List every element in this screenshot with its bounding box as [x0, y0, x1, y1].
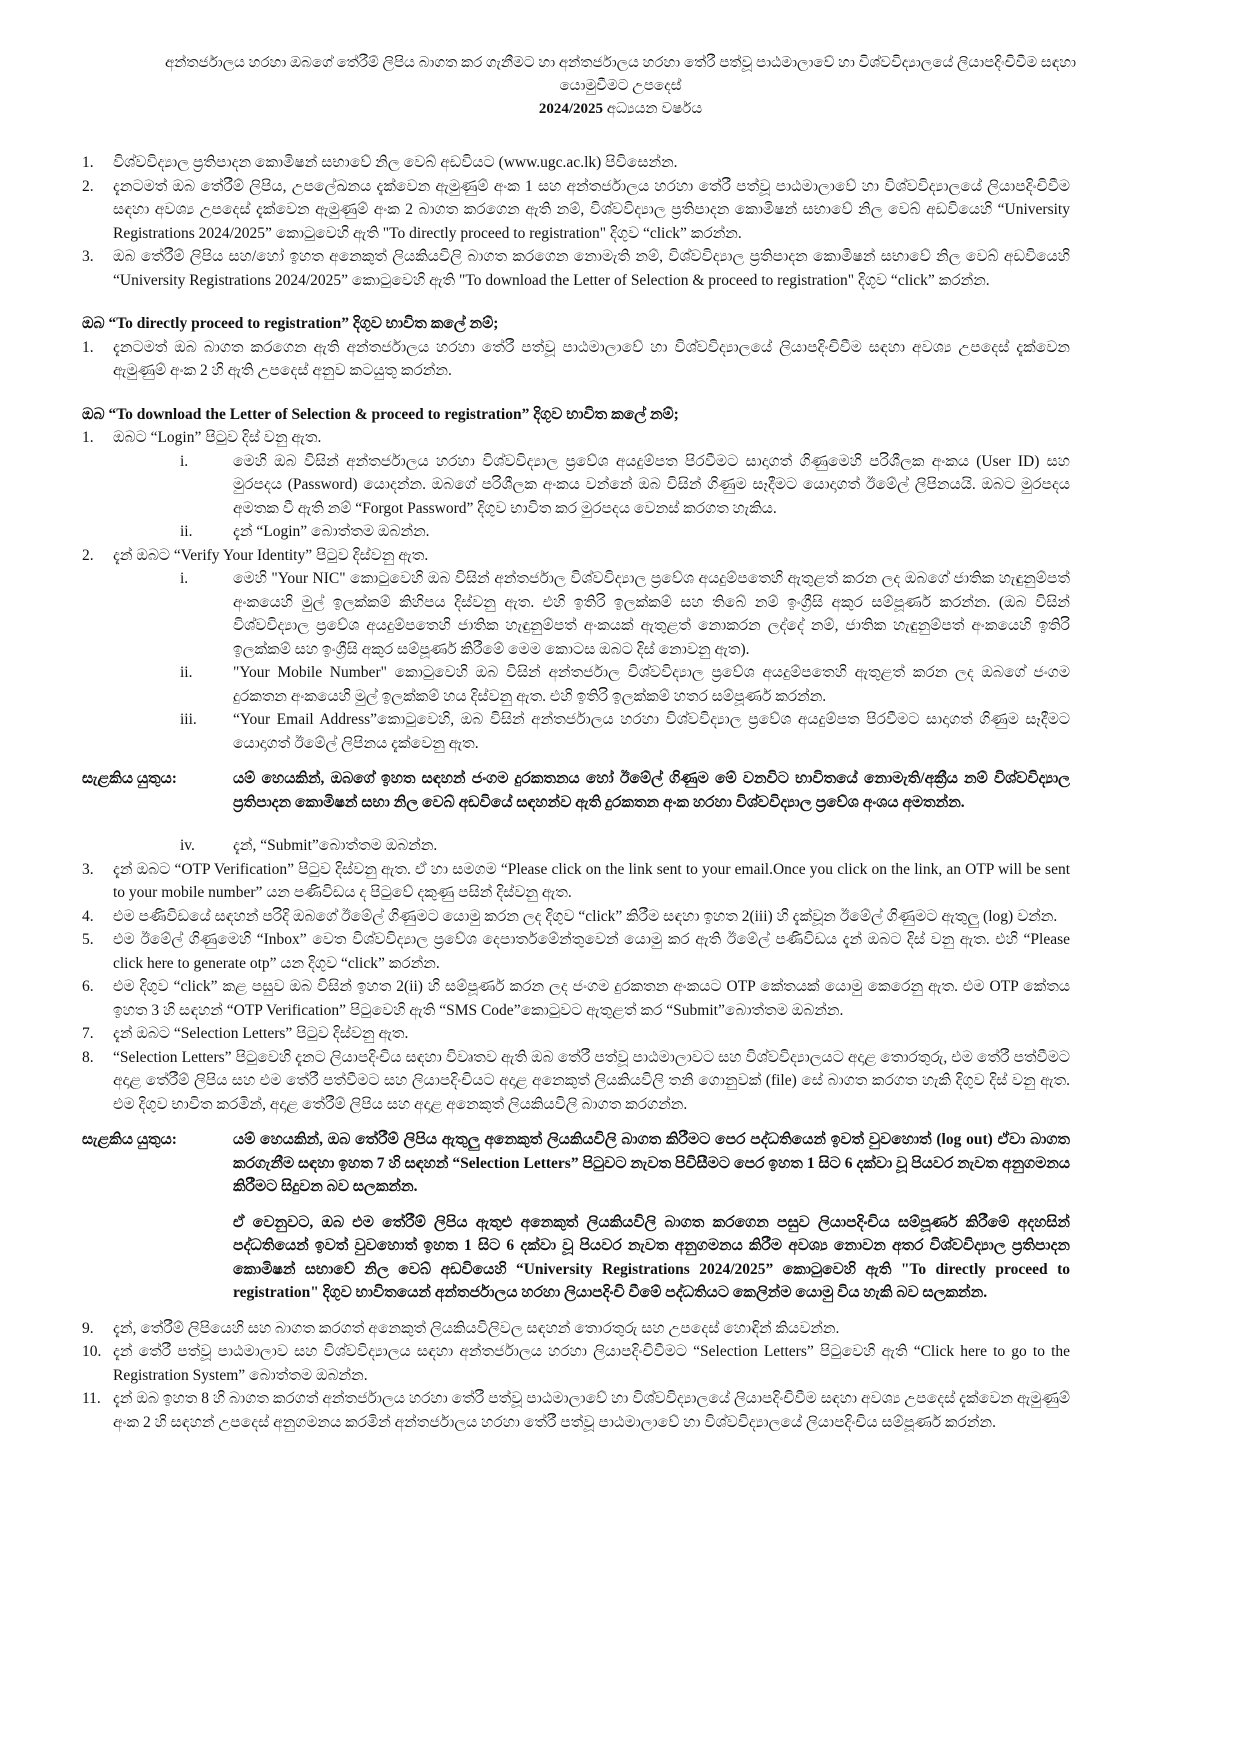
sub-number: i. — [180, 452, 189, 470]
section2-item — [0, 928, 1241, 975]
document-title — [0, 52, 1241, 121]
intro-item — [0, 175, 1241, 246]
sub-number: iv. — [180, 837, 195, 854]
note-label: සැළකිය යුතුය: — [82, 770, 177, 787]
section2-item — [0, 905, 1241, 929]
section2-item — [0, 544, 1241, 568]
title-line-2: යොමුවීමට උපදෙස් — [559, 78, 682, 94]
item-text: දැන් ඔබ ඉහත 8 හි බාගත කරගත් අන්තර්ජාලය හරහා තේරී පත්වූ පාඨමාලාවේ හා විශ්වවිද්‍යාලයේ ලියාපදිංචිවීම සඳහා අවශ්‍ය උපදෙස් දැක්වෙන ඇමුණුම් අංක 2 හි සඳහන් උපදෙස් අනුගමනය කරමින් අන්තර්ජාලය හරහා තේරී පත්වූ පාඨමාලාවේ හා විශ්වවිද්‍යාලයේ ලියාපදිංචිය සම්පූර්ණ කරන්න. — [113, 1390, 1070, 1431]
sub-item — [0, 661, 1241, 708]
item-number: 1. — [82, 429, 94, 446]
item-number: 1. — [82, 154, 94, 171]
item-number: 3. — [82, 860, 94, 878]
note-text: යම් හෙයකින්, ඔබ තේරීම් ලිපිය ඇතුලු අනෙකුත් ලියකියවිලි බාගත කිරීමට පෙර පද්ධතියෙන් ඉවත් වුවහොත් (log out) ඒවා බාගත කරගැනීම සඳහා ඉහත 7 හි සඳහන් “Selection Letters” පිටුවට නැවත පිවිසීමට පෙර ඉහත 1 සිට 6 දක්වා වූ පියවර නැවත අනුගමනය කිරීමට සිදුවන බව සලකන්න. — [233, 1131, 1070, 1195]
section2-item — [0, 1387, 1241, 1434]
sub-text: දැන් “Login” බොත්තම ඔබන්න. — [233, 523, 430, 540]
section2-item — [0, 1022, 1241, 1046]
item-text: විශ්වවිද්‍යාල ප්‍රතිපාදන කොමිෂන් සභාවේ නිල වෙබ් අඩවියට (www.ugc.ac.lk) පිවිසෙන්න. — [113, 154, 678, 171]
note-text: යම් හෙයකින්, ඔබගේ ඉහත සඳහන් ජංගම දුරකතනය හෝ ඊමේල් ගිණුම මේ වනවිට භාවිතයේ නොමැති/අක්‍රීය නම් විශ්වවිද්‍යාල ප්‍රතිපාදන කොමිෂන් සභා නිල වෙබ් අඩවියේ සඳහන්ව ඇති දුරකතන අංක හරහා විශ්වවිද්‍යාල ප්‍රවේශ අංශය අමතන්න. — [233, 770, 1070, 811]
item-number: 8. — [82, 1048, 94, 1066]
sub-text: "Your Mobile Number" කොටුවෙහි ඔබ විසින් අන්තර්ජාල විශ්වවිද්‍යාල ප්‍රවේශ අයදුම්පතෙහි ඇතුළත් කරන ලද ඔබගේ ජංගම දුරකතන අංකයෙහි මුල් ඉලක්කම් හය දිස්වනු ඇත. එහි ඉතිරි ඉලක්කම් හතර සම්පූර්ණ කරන්න. — [233, 664, 1070, 705]
section2-item — [0, 1317, 1241, 1341]
academic-year: 2024/2025 — [538, 101, 604, 117]
sub-item — [0, 567, 1241, 661]
sub-item — [0, 708, 1241, 755]
item-number: 9. — [82, 1319, 94, 1337]
item-number: 4. — [82, 907, 94, 925]
sub-text: දැන්, “Submit”බොත්තම ඔබන්න. — [233, 837, 438, 854]
item-text: දැන් තේරී පත්වූ පාඨමාලාව සහ විශ්වවිද්‍යාලය සඳහා අන්තර්ජාලය හරහා ලියාපදිංචිවීමට “Selection Letters” පිටුවෙහි ඇති “Click here to go to the Registration System” බොත්තම ඔබන්න. — [113, 1343, 1070, 1384]
note-block-continued — [0, 1211, 1241, 1305]
note-block — [0, 1128, 1241, 1199]
sub-item — [0, 450, 1241, 521]
item-text: දැනටමත් ඔබ තේරීම් ලිපිය, උපලේඛනය දැක්වෙන ඇමුණුම් අංක 1 සහ අන්තර්ජාලය හරහා තේරී පත්වූ පාඨමාලාවේ හා විශ්වවිද්‍යාලයේ ලියාපදිංචිවීම සඳහා අවශ්‍ය උපදෙස් දැක්වෙන ඇමුණුම් අංක 2 බාගත කරගෙන ඇති නම්, විශ්වවිද්‍යාල ප්‍රතිපාදන කොමිෂන් සභාවේ නිල වෙබ් අඩවියෙහි “University Registrations 2024/2025” කොටුවෙහි ඇති "To directly proceed to registration" දිගුව “click” කරන්න. — [113, 177, 1070, 242]
sub-number: iii. — [180, 711, 197, 728]
title-year-line — [0, 98, 1241, 121]
section2-item — [0, 1046, 1241, 1117]
item-text: “Selection Letters” පිටුවෙහි දැනට ලියාපදිංචිය සඳහා විවෘතව ඇති ඔබ තේරී පත්වූ පාඨමාලාවට සහ විශ්වවිද්‍යාලයට අදාළ තොරතුරු, එම තේරී පත්වීමට අදාළ තේරීම් ලිපිය සහ එම තේරී පත්වීමට සහ ලියාපදිංචියට අදාළ අනෙකුත් ලියකියවිලි තනි ගොනුවක් (file) සේ බාගත කරගත හැකි දිගුව දිස් වනු ඇත. එම දිගුව භාවිත කරමින්, අදාළ තේරීම් ලිපිය සහ අදාළ අනෙකුත් ලියකියවිලි බාගත කරගන්න. — [113, 1048, 1070, 1113]
section-heading-download: ඔබ “To download the Letter of Selection & proceed to registration” දිගුව භාවිත කලේ නම්; — [82, 405, 679, 423]
item-text: ඔබ තේරීම් ලිපිය සහ/හෝ ඉහත අනෙකුත් ලියකියවිලි බාගත කරගෙන නොමැති නම්, විශ්වවිද්‍යාල ප්‍රතිපාදන කොමිෂන් සභාවේ නිල වෙබ් අඩවියෙහි “University Registrations 2024/2025” කොටුවෙහි ඇති "To download the Letter of Selection & proceed to registration" දිගුව “click” කරන්න. — [113, 248, 1070, 289]
sub-item — [0, 834, 1241, 858]
academic-year-label: අධ්‍යයන වර්ෂය — [606, 101, 703, 117]
item-number: 3. — [82, 248, 94, 265]
item-text: දැන්, තේරීම් ලිපියෙහි සහ බාගත කරගත් අනෙකුත් ලියකියවිලිවල සඳහන් තොරතුරු සහ උපදෙස් හොඳින් කියවන්න. — [113, 1319, 840, 1337]
item-text: දැන් ඔබට “Verify Your Identity” පිටුව දිස්වනු ඇත. — [113, 546, 429, 564]
section2-item — [0, 1340, 1241, 1387]
note-text: ඒ වෙනුවට, ඔබ එම තේරීම් ලිපිය ඇතුළු අනෙකුත් ලියකියවිලි බාගත කරගෙන පසුව ලියාපදිංචිය සම්පූර්ණ කිරීමේ අදහසින් පද්ධතියෙන් ඉවත් වුවහොත් ඉහත 1 සිට 6 දක්වා වූ පියවර නැවත අනුගමනය කිරීම අවශ්‍ය නොවන අතර විශ්වවිද්‍යාල ප්‍රතිපාදන කොමිෂන් සභාවේ නිල වෙබ් අඩවියෙහි “University Registrations 2024/2025” කොටුවෙහි ඇති "To directly proceed to registration" දිගුව භාවිතයෙන් අන්තර්ජාලය හරහා ලියාපදිංචි වීමේ පද්ධතියට කෙලින්ම යොමු විය හැකි බව සලකන්න. — [233, 1213, 1070, 1301]
sub-text: “Your Email Address”කොටුවෙහි, ඔබ විසින් අන්තර්ජාලය හරහා විශ්වවිද්‍යාල ප්‍රවේශ අයදුම්පත පිරවීමට සාදාගත් ගිණුම සෑදීමට යොදාගත් ඊමේල් ලිපිනය දැක්වෙනු ඇත. — [233, 711, 1070, 752]
item-text: ඔබට “Login” පිටුව දිස් වනු ඇත. — [113, 429, 322, 446]
item-number: 6. — [82, 978, 94, 995]
note-label: සැළකිය යුතුය: — [82, 1131, 177, 1148]
sub-number: ii. — [180, 523, 193, 540]
item-text: එම දිගුව “click” කළ පසුව ඔබ විසින් ඉහත 2(ii) හි සම්පූර්ණ කරන ලද ජංගම දුරකතන අංකයට OTP කේතයක් යොමු කෙරෙනු ඇත. එම OTP කේතය ඉහත 3 හි සඳහන් “OTP Verification” පිටුවෙහි ඇති “SMS Code”කොටුවට ඇතුළත් කර “Submit”බොත්තම ඔබන්න. — [113, 978, 1070, 1019]
item-number: 1. — [82, 338, 94, 356]
item-number: 10. — [82, 1343, 102, 1360]
intro-item — [0, 151, 1241, 175]
sub-number: i. — [180, 570, 189, 587]
item-number: 5. — [82, 931, 94, 948]
section-heading-direct: ඔබ “To directly proceed to registration” දිගුව භාවිත කලේ නම්; — [82, 315, 499, 332]
sub-text: මෙහි ඔබ විසින් අන්තර්ජාලය හරහා විශ්වවිද්‍යාල ප්‍රවේශ අයදුම්පත පිරවීමට සාදාගත් ගිණුමෙහි පරිශීලක අංකය (User ID) සහ මුරපදය (Password) යොදන්න. ඔබගේ පරිශීලක අංකය වන්නේ ඔබ විසින් ගිණුම සෑදීමට යොදාගත් ඊමේල් ලිපිනයයි. ඔබට මුරපදය අමතක වී ඇති නම් “Forgot Password” දිගුව භාවිත කර මුරපදය වෙනස් කරගත හැකිය. — [233, 452, 1070, 517]
intro-item — [0, 245, 1241, 292]
item-text: එම ඊමේල් ගිණුමෙහි “Inbox” වෙත විශ්වවිද්‍යාල ප්‍රවේශ දෙපාර්තමේන්තුවෙන් යොමු කර ඇති ඊමේල් පණිවිඩය දැන් ඔබට දිස් වනු ඇත. එහි “Please click here to generate otp” යන දිගුව “click” කරන්න. — [113, 931, 1071, 972]
section2-item — [0, 975, 1241, 1022]
section1-item — [0, 336, 1241, 383]
sub-item — [0, 520, 1241, 544]
item-text: දැනටමත් ඔබ බාගත කරගෙන ඇති අන්තර්ජාලය හරහා තේරී පත්වූ පාඨමාලාවේ හා විශ්වවිද්‍යාලයේ ලියාපදිංචිවීම සඳහා අවශ්‍ය උපදෙස් දැක්වෙන ඇමුණුම් අංක 2 හි ඇති උපදෙස් අනුව කටයුතු කරන්න. — [113, 338, 1070, 379]
section2-item — [0, 858, 1241, 905]
item-number: 11. — [82, 1390, 101, 1407]
sub-text: මෙහි "Your NIC" කොටුවෙහි ඔබ විසින් අන්තර්ජාල විශ්වවිද්‍යාල ප්‍රවේශ අයදුම්පතෙහි ඇතුළත් කරන ලද ඔබගේ ජාතික හැඳුනුම්පත් අංකයෙහි මුල් ඉලක්කම් කිහිපය දිස්වනු ඇත. එහි ඉතිරි ඉලක්කම් සහ තිබේ නම් ඉංග්‍රීසි අකුර සම්පූර්ණ කරන්න. (ඔබ විසින් විශ්වවිද්‍යාල ප්‍රවේශ අයදුම්පතෙහි ජාතික හැඳුනුම්පත් අංකයක් ඇතුළත් නොකරන ලද්දේ නම්, ජාතික හැඳුනුම්පත් අංකයෙහි ඉතිරි ඉලක්කම් සහ ඉංග්‍රීසි අකුර සම්පූර්ණ කිරීමේ මෙම කොටස ඔබට දිස් නොවනු ඇත). — [233, 570, 1070, 658]
section2-item — [0, 426, 1241, 450]
item-text: දැන් ඔබට “Selection Letters” පිටුව දිස්වනු ඇත. — [113, 1025, 409, 1042]
item-number: 7. — [82, 1025, 94, 1042]
sub-number: ii. — [180, 664, 193, 681]
item-text: එම පණිවිඩයේ සඳහන් පරිදි ඔබගේ ඊමේල් ගිණුමට යොමු කරන ලද දිගුව “click” කිරීම සඳහා ඉහත 2(iii) හි දැක්වූන ඊමේල් ගිණුමට ඇතුලු (log) වන්න. — [113, 907, 1058, 925]
item-text: දැන් ඔබට “OTP Verification” පිටුව දිස්වනු ඇත. ඒ හා සමගම “Please click on the link sent to your email.Once you click on the link, an OTP will be sent to your mobile number” යන පණිවිඩය ද පිටුවේ දකුණු පසින් දිස්වනු ඇත. — [113, 860, 1070, 901]
note-block — [0, 767, 1241, 814]
item-number: 2. — [82, 546, 94, 564]
item-number: 2. — [82, 177, 94, 195]
title-line-1: අන්තර්ජාලය හරහා ඔබගේ තේරීම් ලිපිය බාගත කර ගැනීමට හා අන්තර්ජාලය හරහා තේරී පත්වූ පාඨමාලාවේ හා විශ්වවිද්‍යාලයේ ලියාපදිංචිවීම සඳහා — [164, 55, 1077, 71]
